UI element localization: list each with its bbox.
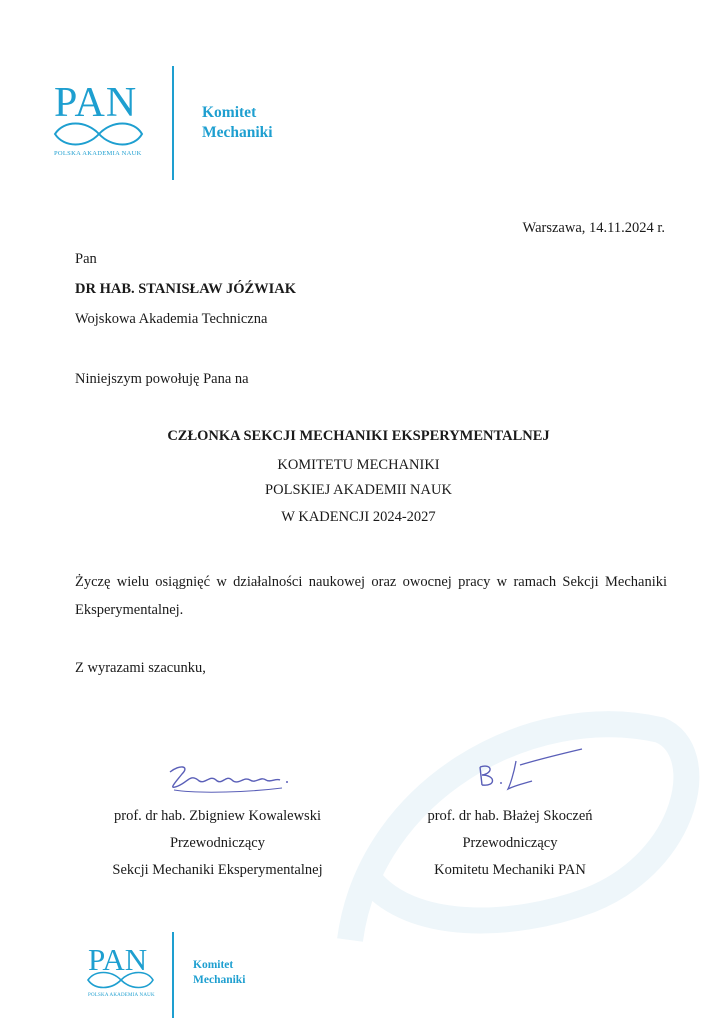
signer-right-unit: Komitetu Mechaniki PAN	[434, 862, 586, 878]
committee-line-2: Mechaniki	[202, 124, 273, 142]
footer-divider	[172, 932, 174, 1018]
signer-right-name: prof. dr hab. Błażej Skoczeń	[427, 808, 593, 824]
signature-kowalewski	[160, 760, 300, 800]
header-divider	[172, 66, 174, 180]
footer-committee-line-1: Komitet	[193, 959, 234, 971]
committee-name	[202, 103, 273, 143]
appointment-title-2: KOMITETU MECHANIKI	[277, 457, 440, 473]
footer-pan-logo-subtitle: POLSKA AKADEMIA NAUK	[88, 993, 155, 998]
closing-text: Z wyrazami szacunku,	[75, 660, 206, 676]
intro-text: Niniejszym powołuję Pana na	[75, 371, 249, 387]
recipient-name: DR HAB. STANISŁAW JÓŹWIAK	[75, 281, 297, 297]
signer-left-role: Przewodniczący	[169, 835, 265, 851]
footer-committee-line-2: Mechaniki	[193, 973, 246, 986]
watermark-swirl	[330, 640, 710, 960]
wish-line-1: Życzę wielu osiągnięć w działalności naukowej oraz owocnej pracy w ramach Sekcji Mechaniki	[75, 574, 667, 590]
signer-left-unit: Sekcji Mechaniki Eksperymentalnej	[112, 862, 323, 878]
signer-right-role: Przewodniczący	[462, 835, 558, 851]
pan-logo-subtitle: POLSKA AKADEMIA NAUK	[54, 150, 142, 157]
recipient-institution: Wojskowa Akademia Techniczna	[75, 311, 268, 327]
signature-block-right	[380, 803, 640, 884]
footer-committee-name	[193, 958, 245, 988]
signature-skoczen	[470, 745, 590, 795]
salutation: Pan	[75, 251, 97, 267]
footer-pan-logo-swirl-icon	[86, 968, 156, 992]
pan-logo-swirl-icon	[52, 118, 147, 150]
wish-line-2: Eksperymentalnej.	[75, 602, 184, 618]
appointment-title-1: CZŁONKA SEKCJI MECHANIKI EKSPERYMENTALNEJ	[167, 428, 550, 444]
committee-line-1: Komitet	[202, 104, 257, 121]
appointment-title-4: W KADENCJI 2024-2027	[281, 509, 436, 525]
wish-paragraph	[75, 568, 667, 624]
letter-date: Warszawa, 14.11.2024 r.	[522, 220, 665, 236]
footer-pan-logo-text: PAN	[88, 942, 148, 977]
appointment-title-3: POLSKIEJ AKADEMII NAUK	[265, 482, 452, 498]
pan-logo-text: PAN	[54, 80, 138, 126]
signature-block-left	[85, 803, 350, 884]
signer-left-name: prof. dr hab. Zbigniew Kowalewski	[114, 808, 321, 824]
